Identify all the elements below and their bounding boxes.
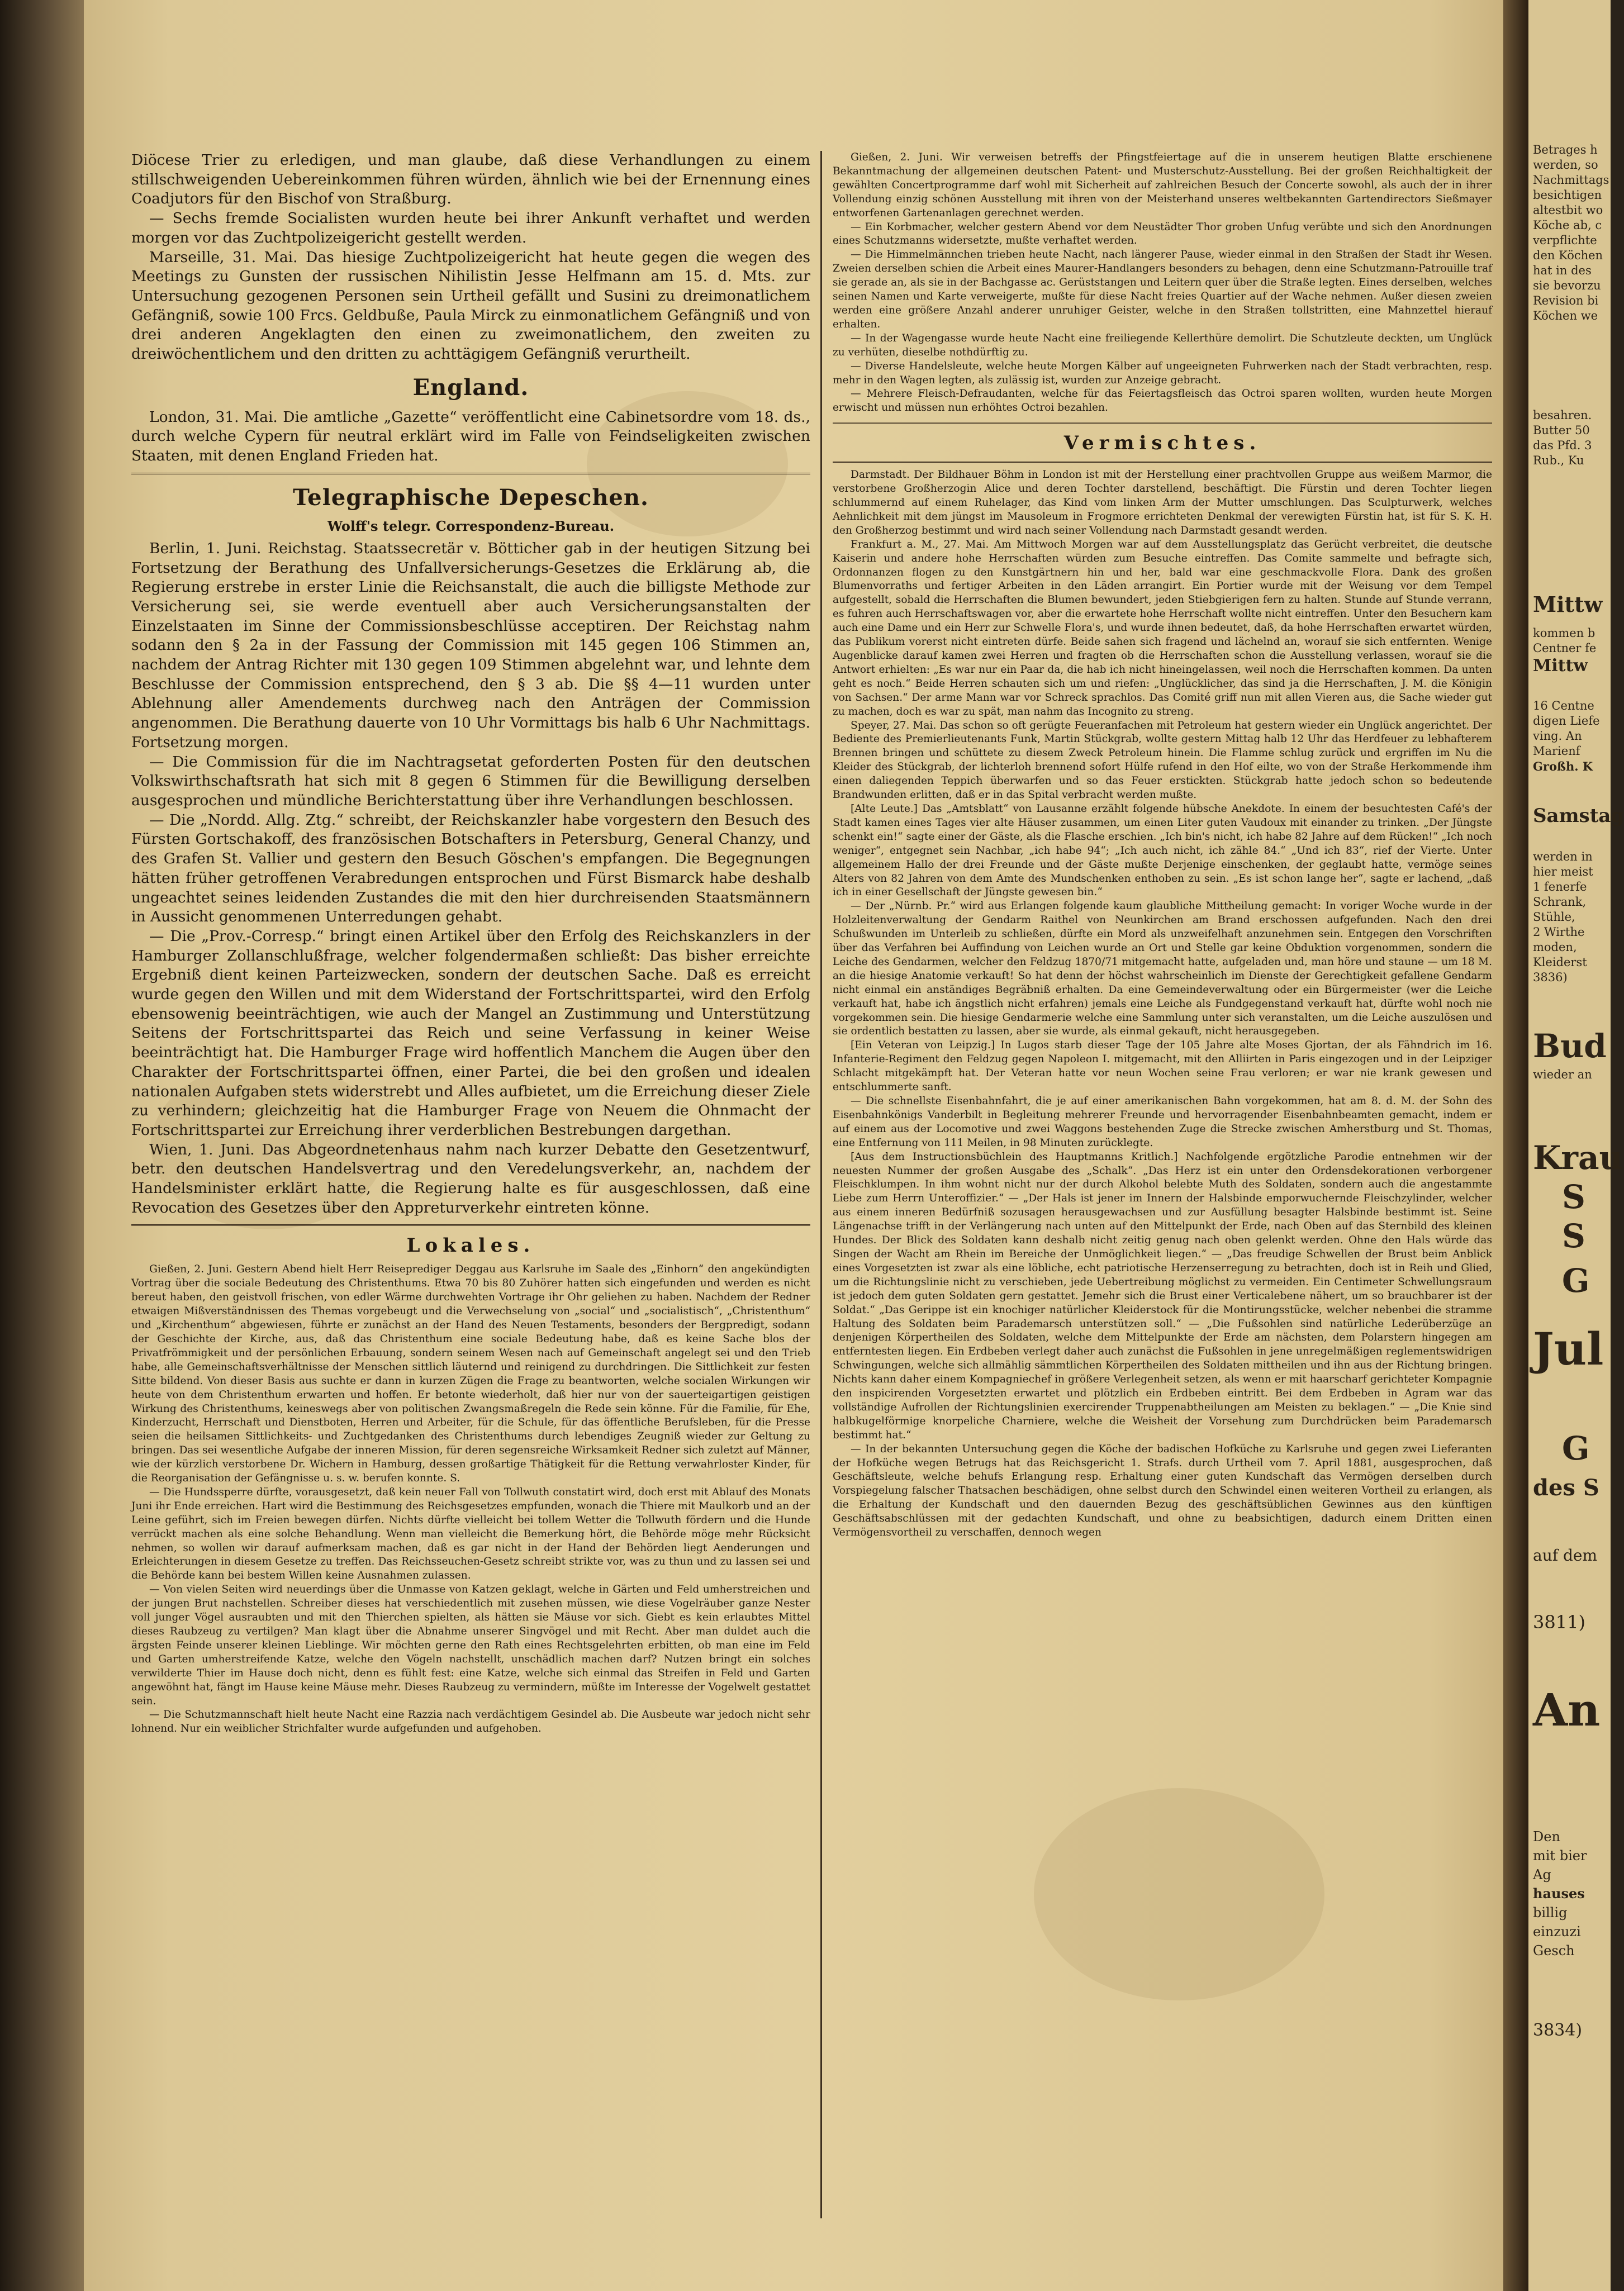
section-heading-lokales: Lokales.: [406, 1234, 535, 1257]
subheading-wolff: Wolff's telegr. Correspondenz-Bureau.: [327, 517, 615, 534]
article-dioecese: Diöcese Trier zu erledigen, und man glaube, daß diese Verhandlungen zu einem stillschweigenden Uebereinkommen führen würden, ähnlich wie bei der Ernennung eines Coadjutors für den Bischof von Straßburg.: [131, 151, 810, 208]
fragment-heading: Krau: [1533, 1139, 1623, 1177]
fragment-heading: Bud: [1533, 1027, 1607, 1065]
fragment-heading: G: [1562, 1429, 1590, 1467]
section-heading-england: England.: [412, 374, 529, 401]
article-korbmacher: — Ein Korbmacher, welcher gestern Abend vor dem Neustädter Thor groben Unfug verübte und sich den Anordnungen eines Schutzmanns widersetzte, mußte verhaftet werden.: [833, 221, 1492, 247]
article-wien: Wien, 1. Juni. Das Abgeordnetenhaus nahm nach kurzer Debatte den Gesetzentwurf, betr. den deutschen Handelsvertrag und den Veredelungsverkehr, an, nachdem der Handelsminister erklärt hatte, die Regierung halte es für ausgeschlossen, daß eine Revocation des Gesetzes über den Appreturverkehr eintreten könne.: [131, 1140, 810, 1216]
fragment-heading: S: [1562, 1178, 1585, 1216]
article-karlsruhe: — In der bekannten Untersuchung gegen die Köche der badischen Hofküche zu Karlsruhe und gegen zwei Lieferanten der Hofküche wegen Betrugs hat das Reichsgericht 1. Strafs. durch Urtheil vom 7. April 1881, ausgesprochen, daß Geschäftsleute, welche behufs Erlangung resp. Erhaltung einer guten Kundschaft das Vermögen derselben durch Vorspiegelung falscher Thatsachen beschädigen, ohne selbst durch den Schwindel einen weiteren Vortheil zu erlangen, als die Erhaltung der Kundschaft und den dauernden Bezug des geschäftsüblichen Gewinnes aus den künftigen Geschäftsabschlüssen mit der gedachten Kundschaft, und ohne zu beabsichtigen, dadurch einem Dritten einen Vermögensvortheil zu verschaffen, dennoch wegen: [833, 1443, 1492, 1539]
fragment-text: kommen b Centner fe Mittw: [1533, 626, 1597, 676]
right-column: [833, 151, 1492, 1540]
fragment-text: 3834): [1533, 2021, 1583, 2040]
book-binding: [0, 0, 84, 2291]
article-darmstadt: Darmstadt. Der Bildhauer Böhm in London ist mit der Herstellung einer prachtvollen Gruppe aus weißem Marmor, die verstorbene Großherzogin Alice und deren Tochter darstellend, beschäftigt. Die Fürstin und deren Tochter liegen schlummernd auf einem Ruhelager, das Kind vom linken Arm der Mutter umschlungen. Das Sculpturwerk, welches Aehnlichkeit mit dem jüngst im Mausoleum in Frogmore errichteten Denkmal der verewigten Fürstin hat, ist für S. K. H. den Großherzog bestimmt und wird nach seiner Vollendung nach Darmstadt gesandt werden.: [833, 469, 1492, 536]
fragment-heading: Mittw: [1533, 592, 1603, 617]
article-giessen-pfingsten: Gießen, 2. Juni. Wir verweisen betreffs der Pfingstfeiertage auf die in unserem heutigen Blatte erschienene Bekanntmachung der allgemeinen deutschen Patent- und Musterschutz-Ausstellung. Bei der großen Reichhaltigkeit der gewählten Concertprogramme darf wohl mit Sicherheit auf zahlreichen Besuch der Concerte sowohl, als auch der in ihrer Vollendung einzig schönen Ausstellung mit ihren von der Meisterhand unseres weltbekannten Gartendirectors Sießmayer entworfenen Gartenanlagen gerechnet werden.: [833, 151, 1492, 219]
fragment-text: besahren. Butter 50 das Pfd. 3 Rub., Ku: [1533, 408, 1592, 467]
article-berlin: Berlin, 1. Juni. Reichstag. Staatssecretär v. Bötticher gab in der heutigen Sitzung bei Fortsetzung der Berathung des Unfallversicherungs-Gesetzes die Erklärung ab, die Regierung erstrebe in erster Linie die Reichsanstalt, die auch die billigste Methode zur Versicherung sei, sie werde eventuell aber auch Versicherungsanstalten der Einzelstaaten im Sinne der Commissionsbeschlüsse acceptiren. Der Reichstag nahm sodann den § 2a in der Fassung der Commission mit 145 gegen 106 Stimmen an, nachdem der Antrag Richter mit 130 gegen 109 Stimmen abgelehnt war, und lehnte dem Beschlusse der Commission entsprechend, den § 3 ab. Die §§ 4—11 wurden unter Ablehnung aller Amendements durchweg nach den Anträgen der Commission angenommen. Die Berathung dauerte von 10 Uhr Vormittags bis halb 6 Uhr Nachmittags. Fortsetzung morgen.: [131, 539, 810, 751]
article-handelsleute: — Diverse Handelsleute, welche heute Morgen Kälber auf ungeeigneten Fuhrwerken nach der Stadt verbrachten, resp. mehr in den Wagen legten, als zulässig ist, wurden zur Anzeige gebracht.: [833, 360, 1492, 386]
page-gutter: [1503, 0, 1528, 2291]
next-page-fragment: [1528, 0, 1624, 2291]
fragment-text: 16 Centne digen Liefe ving. An Marienf Großh. K: [1533, 699, 1600, 773]
fragment-heading: G: [1562, 1262, 1590, 1300]
left-column: [131, 151, 810, 1736]
section-heading-telegraphic: Telegraphische Depeschen.: [293, 484, 649, 511]
fragment-heading: S: [1562, 1217, 1585, 1255]
article-veteran: [Ein Veteran von Leipzig.] In Lugos starb dieser Tage der 105 Jahre alte Moses Gjortan, der als Fähndrich im 16. Infanterie-Regiment den Feldzug gegen Napoleon I. mitgemacht, mit den Alliirten in Paris eingezogen und in der Leipziger Schlacht mitgekämpft hat. Der Veteran hatte vor neun Wochen seine Frau verloren; er war nie krank gewesen und entschlummerte sanft.: [833, 1039, 1492, 1094]
fragment-heading: Jul: [1533, 1323, 1604, 1375]
article-katzen: — Von vielen Seiten wird neuerdings über die Unmasse von Katzen geklagt, welche in Gärten und Feld umherstreichen und der jungen Brut nachstellen. Schreiber dieses hat verschiedentlich mit zusehen müssen, wie diese Vogelräuber ganze Nester voll junger Vögel ausraubten und mit den Thierchen spielten, als hätten sie Mäuse vor sich. Giebt es kein erlaubtes Mittel dieses Raubzeug zu vertilgen? Man klagt über die Abnahme unserer Singvögel und mit Recht. Aber man duldet auch die ärgsten Feinde unserer kleinen Lieblinge. Wir möchten gerne den Rath eines Rechtsgelehrten erbitten, ob man eine im Feld und Garten umherstreifende Katze, welche den Vögeln nachstellt, unschädlich machen darf? Nutzen bringt ein solches verwilderte Thier im Hause doch nicht, denn es fühlt fest: eine Katze, welche sich einmal das Streifen in Feld und Garten angewöhnt hat, fängt im Hause keine Mäuse mehr. Dieses Raubzeug zu vermindern, müßte im Interesse der Vogelwelt gestattet sein.: [131, 1584, 810, 1707]
divider: [833, 462, 1492, 463]
fragment-text: werden in hier meist 1 fenerfe Schrank, Stühle, 2 Wirthe moden, Kleiderst 3836): [1533, 850, 1593, 984]
article-speyer: Speyer, 27. Mai. Das schon so oft gerügte Feueranfachen mit Petroleum hat gestern wieder ein Unglück angerichtet. Der Bediente des Premierlieutenants Funk, Martin Stückgrab, wollte gestern Mittag halb 12 Uhr das Herdfeuer zu lebhafterem Brennen bringen und schüttete zu diesem Zweck Petroleum hinein. Die Flamme schlug zurück und ergriffen im Nu die Kleider des Stückgrab, der lichterloh brennend sofort Hülfe rufend in den Hof eilte, wo von der Straße Herkommende ihm einen daliegenden Teppich überwarfen und so das Feuer erstickten. Stückgrab hatte jedoch schon so bedeutende Brandwunden erlitten, daß er in das Spital verbracht werden mußte.: [833, 719, 1492, 801]
article-schutzmannschaft: — Die Schutzmannschaft hielt heute Nacht eine Razzia nach verdächtigem Gesindel ab. Die Ausbeute war jedoch nicht sehr lohnend. Nur ein weiblicher Strichfalter wurde aufgefunden und aufgehoben.: [131, 1709, 810, 1735]
fragment-heading: des S: [1533, 1475, 1599, 1501]
article-frankfurt: Frankfurt a. M., 27. Mai. Am Mittwoch Morgen war auf dem Ausstellungsplatz das Gerücht verbreitet, die deutsche Kaiserin und andere hohe Herrschaften würden zum Besuche eintreffen. Das Comite sammelte und befragte sich, Ordonnanzen flogen zu den Kunstgärtnern hin und her, bald war eine geschmackvolle Flora. Dank des großen Blumenvorraths und fertiger Arbeiten in den Läden arrangirt. Ein Portier wurde mit der Weisung vor dem Tempel aufgestellt, sobald die Herrschaften die Blumen bewundert, jeden Stiebgierigen fern zu halten. Stunde auf Stunde verrann, es fuhren auch Herrschaftswagen vor, aber die erwartete hohe Herrschaft wollte nicht eintreffen. Unter den Besuchern kam auch eine Dame und ein Herr zur Schwelle Flora's, und wurde ihnen bedeutet, daß, da hohe Herrschaften erwartet würden, das Publikum vorerst nicht eintreten dürfe. Beide sahen sich fragend und lächelnd an, worauf sie sich entfernten. Wenige Augenblicke darauf kamen zwei Herren und fragten ob die Herrschaften schon die Ausstellung verlassen, worauf sie die Antwort erhielten: „Es war nur ein Paar da, die hab ich nicht hineingelassen, weil noch die Herrschaften kommen. Da unten geht es noch.“ Beide Herren schauten sich um und riefen: „Unglücklicher, das sind ja die Herrschaften, J. M. die Königin von Sachsen.“ Der arme Mann war vor Schreck sprachlos. Das Comité griff nun mit allen Vieren aus, die Sache wieder gut zu machen, doch es war zu spät, man nahm das Incognito zu streng.: [833, 538, 1492, 717]
article-nordd: — Die „Nordd. Allg. Ztg.“ schreibt, der Reichskanzler habe vorgestern den Besuch des Fürsten Gortschakoff, des französischen Botschafters in Petersburg, General Chanzy, und des Grafen St. Vallier und gestern den Besuch Göschen's empfangen. Die Begegnungen hätten früher getroffenen Verabredungen entsprochen und Fürst Bismarck habe deshalb ungeachtet seines leidenden Zustandes die mit den hier durchreisenden Staatsmännern in Aussicht genommenen Unterredungen gehabt.: [131, 811, 810, 926]
fragment-text: Den mit bier Ag hauses billig einzuzi Gesch: [1533, 1829, 1587, 1959]
article-eisenbahn: — Die schnellste Eisenbahnfahrt, die je auf einer amerikanischen Bahn vorgekommen, hat am 8. d. M. der Sohn des Eisenbahnkönigs Vanderbilt in Begleitung mehrerer Freunde und hervorragender Eisenbahnbeamten gemacht, indem er auf einem aus der Locomotive und zwei Waggons bestehenden Zuge die Strecke zwischen Amherstburg und St. Thomas, eine Entfernung von 111 Meilen, in 98 Minuten zurücklegte.: [833, 1095, 1492, 1149]
article-nuernberg: — Der „Nürnb. Pr.“ wird aus Erlangen folgende kaum glaubliche Mittheilung gemacht: In voriger Woche wurde in der Holzleitenverwaltung der Gendarm Raithel von Neunkirchen am Brand erschossen aufgefunden. Nach den drei Schußwunden im Unterleib zu schließen, dürfte ein Mord als unzweifelhaft anzunehmen sein. Entgegen den Vorschriften über das Verfahren bei Auffindung von Leichen wurde an Ort und Stelle gar keine Obduktion vorgenommen, sondern die Leiche des Gendarmen, welcher den Feldzug 1870/71 mitgemacht hatte, aufgeladen und, man höre und staune — um 18 M. an die hiesige Anatomie verkauft! So hat denn der höchst wahrscheinlich im Dienste der Gerechtigkeit gefallene Gendarm nicht einmal ein anständiges Begräbniß erhalten. Da eine Gemeindeverwaltung oder ein Bürgermeister (wer die Leiche verkauft hat, habe ich ängstlich nicht erfahren) jemals eine Leiche als Fundgegenstand verkauft hat, dürfte wohl noch nie vorgekommen sein. Die hiesige Gendarmerie welche eine Sammlung unter sich veranstalten, um die Leiche auszulösen und sie ordentlich bestatten zu lassen, aber sie wurde, als einmal gekauft, nicht herausgegeben.: [833, 900, 1492, 1038]
fragment-text: wieder an: [1533, 1068, 1592, 1081]
article-socialisten: — Sechs fremde Socialisten wurden heute bei ihrer Ankunft verhaftet und werden morgen vor das Zuchtpolizeigericht gestellt werden.: [131, 210, 810, 246]
fragment-text: Betrages h werden, so Nachmittags besichtigen altestbit wo Köche ab, c verpflichte den Köchen hat in des sie bevorzu Revision bi Köchen we: [1533, 143, 1609, 322]
divider: [833, 422, 1492, 424]
article-london: London, 31. Mai. Die amtliche „Gazette“ veröffentlicht eine Cabinetsordre vom 18. ds., durch welche Cypern für neutral erklärt wird im Falle von Feindseligkeiten zwischen Staaten, mit denen England Frieden hat.: [131, 408, 810, 465]
article-wagengasse: — In der Wagengasse wurde heute Nacht eine freiliegende Kellerthüre demolirt. Die Schutzleute deckten, um Unglück zu verhüten, dieselbe nothdürftig zu.: [833, 332, 1492, 358]
divider: [131, 1224, 810, 1226]
article-hundesperre: — Die Hundssperre dürfte, vorausgesetzt, daß kein neuer Fall von Tollwuth constatirt wird, doch erst mit Ablauf des Monats Juni ihr Ende erreichen. Hart wird die Bestimmung des Reichsgesetzes empfunden, wonach die Thiere mit Maulkorb und an der Leine geführt, sich im Freien bewegen dürfen. Nichts dürfte vielleicht bei tollem Wetter die Tollwuth fördern und die Hunde verrückt machen als eine solche Behandlung. Wenn man vielleicht die Bemerkung hört, die Behörde möge mehr Rücksicht nehmen, so wollen wir darauf aufmerksam machen, daß es gar nicht in der Hand der Behörden liegt Aenderungen und Erleichterungen in diesem Gesetze zu treffen. Das Reichsseuchen-Gesetz schreibt strikte vor, was zu thun und zu lassen sei und die Behörde kann bei bestem Willen keine Ausnahmen zulassen.: [131, 1486, 810, 1582]
divider: [131, 473, 810, 474]
column-divider: [820, 151, 822, 2218]
article-commission: — Die Commission für die im Nachtragsetat geforderten Posten für den deutschen Volkswirthschaftsrath hat sich mit 8 gegen 6 Stimmen für die Bewilligung derselben ausgesprochen und mündliche Berichterstattung über ihre Verhandlungen beschlossen.: [131, 753, 810, 809]
article-giessen-vortrag: Gießen, 2. Juni. Gestern Abend hielt Herr Reiseprediger Deggau aus Karlsruhe im Saale des „Einhorn“ den angekündigten Vortrag über die sociale Bedeutung des Christenthums. Etwa 70 bis 80 Zuhörer hatten sich eingefunden und werden es nicht bereut haben, den geistvoll frischen, von edler Wärme durchwehten Vortrage ihr Ohr geliehen zu haben. Nachdem der Redner etwaigen Mißverständnissen des Themas vorgebeugt und die Verwechselung von „social“ und „socialistisch“, „Christenthum“ und „Kirchenthum“ abgewiesen, führte er zunächst an der Hand des Neuen Testaments, besonders der Bergpredigt, sodann der Geschichte der Kirche, aus, daß das Christenthum eine sociale Bedeutung habe, daß es keine Sache blos der Privatfrömmigkeit und der persönlichen Erbauung, sondern seinem Wesen nach auf Gemeinschaft angelegt sei und den Trieb habe, alle Gemeinschaftsverhältnisse der Menschen sittlich läuternd und reinigend zu durchdringen. Die Sittlichkeit zur festen Sitte bildend. Von dieser Basis aus suchte er dann in kurzen Zügen die Frage zu beantworten, welche socialen Wirkungen wir heute von dem Christenthum erwarten und hoffen. Er betonte wiederholt, daß hier nur von der sauerteigartigen geistigen Wirkung des Christenthums, keineswegs aber von politischen Zwangsmaßregeln die Rede sein könne. Für die Familie, für Ehe, Kinderzucht, Herrschaft und Dienstboten, Herren und Arbeiter, für die Schule, für das öffentliche Berufsleben, für die Presse seien die heilsamen Sittlichkeits- und Zuchtgedanken des Christenthums durch lebendiges Zeugniß wieder zur Geltung zu bringen. Das sei wesentliche Aufgabe der inneren Mission, für deren segensreiche Wirksamkeit Redner sich zuletzt auf Männer, wie der kürzlich verstorbene Dr. Wichern in Hamburg, dessen großartige Thätigkeit für die Rettung verwahrloster Kinder, für die Reorganisation der Gefängnisse u. s. w. berufen konnte. S.: [131, 1263, 810, 1485]
article-marseille: Marseille, 31. Mai. Das hiesige Zuchtpolizeigericht hat heute gegen die wegen des Meetings zu Gunsten der russischen Nihilistin Jesse Helfmann am 15. d. Mts. zur Untersuchung gezogenen Personen sein Urtheil gefällt und Susini zu dreimonatlichem Gefängniß, sowie 100 Frcs. Geldbuße, Paula Mirck zu einmonatlichem Gefängniß und von drei anderen Angeklagten den einen zu zweimonatlichem, den zweiten zu dreiwöchentlichem und den dritten zu achttägigem Gefängniß verurtheilt.: [131, 248, 810, 363]
fragment-text: 3811): [1533, 1612, 1585, 1633]
fragment-heading: An: [1533, 1684, 1601, 1736]
fragment-text: auf dem: [1533, 1546, 1598, 1565]
fragment-heading: Samstag: [1533, 805, 1624, 827]
article-alte-leute: [Alte Leute.] Das „Amtsblatt“ von Lausanne erzählt folgende hübsche Anekdote. In einem der besuchtesten Café's der Stadt kamen eines Tages vier alte Häuser zusammen, um einen Liter guten Vaudoux mit einander zu trinken. „Der Jüngste schenkt ein!“ sagte einer der Gäste, als die Flasche erschien. „Ich bin's nicht, ich habe 82 Jahre auf dem Rücken!“ „Ich noch weniger“, entgegnet sein Nachbar, „ich habe 94“; „Ich auch nicht, ich zähle 84.“ „Und ich 83“, rief der Vierte. Unter allgemeinem Hallo der drei Freunde und der Gäste mußte Derjenige einschenken, der geglaubt hatte, vermöge seines Alters von 82 Jahren von dem Amte des Mundschenken enthoben zu sein. „Es ist schon lange her“, sagte er lachend, „daß ich in einer Gesellschaft der Jüngste gewesen bin.“: [833, 802, 1492, 899]
article-himmelmaennchen: — Die Himmelmännchen trieben heute Nacht, nach längerer Pause, wieder einmal in den Straßen der Stadt ihr Wesen. Zweien derselben schien die Arbeit eines Maurer-Handlangers besonders zu behagen, denn eine Schutzmann-Patrouille traf sie gerade an, als sie in der Bachgasse ac. Gerüststangen und Leitern quer über die Straße legten. Eines derselben, welches seinen Namen und Karte verweigerte, mußte für diese Nacht freies Quartier auf der Wache nehmen. Außer diesen zweien werden eine größere Anzahl anderer unruhiger Geister, welche in den Straßen tollstritten, eine Mahnzettel hierauf erhalten.: [833, 249, 1492, 330]
article-kritlich: [Aus dem Instructionsbüchlein des Hauptmanns Kritlich.] Nachfolgende ergötzliche Parodie entnehmen wir der neuesten Nummer der großen Ausgabe des „Schalk“. „Das Herz ist ein unter den Ordensdekorationen verborgener Fleischklumpen. In ihm wohnt nicht nur der durch Alkohol belebte Muth des Soldaten, sondern auch die angestammte Liebe zum Herrn Unteroffizier.“ — „Der Hals ist jener im Innern der Halsbinde emporwuchernde Fleischzylinder, welcher aus einem inneren Bedürfniß sozusagen herausgewachsen und zur Ausfüllung besagter Halsbinde bestimmt ist. Seine Längenachse trifft in der Verlängerung nach unten auf den Mittelpunkt der Erde, nach Oben auf das Sternbild des kleinen Hundes. Der Blick des Soldaten kann deshalb nicht zeitig genug nach oben gelenkt werden. Ohne den Hals würde das Singen der Wacht am Rhein im Bereiche der Unmöglichkeit liegen.“ — „Das freudige Schwellen der Brust beim Anblick eines Vorgesetzten ist zwar als eine löbliche, echt patriotische Herzenserregung zu betrachten, doch ist in Reih und Glied, um die Richtungslinie nicht zu verschieben, jede Uebertreibung möglichst zu vermeiden. Ein Centimeter Schwellungsraum ist jedoch dem guten Soldaten gern gestattet. Jemehr sich die Brust einer Verticalebene nähert, um so brauchbarer ist der Soldat.“ „Das Gerippe ist ein knochiger natürlicher Kleiderstock für die Montirungsstücke, welcher nebenbei die stramme Haltung des Soldaten beim Parademarsch unterstützen soll.“ — „Die Fußsohlen sind natürliche Lederüberzüge an denjenigen Körpertheilen des Soldaten, welche dem Mittelpunkte der Erde am nächsten, dem Polarstern hingegen am entferntesten liegen. Ein Erdbeben verlegt daher auch zunächst die Fußsohlen in jene unregelmäßigen reglementswidrigen Schwingungen, welche sich allmählig sämmtlichen Körpertheilen des Soldaten mittheilen und ihn aus der Richtung bringen. Nichts kann daher einem Kompagniechef in größere Verlegenheit setzen, als wenn er mit haarscharf gerichteter Kompagnie den inspicirenden Vorgesetzten erwartet und plötzlich ein Erdbeben eintritt. Bei dem Erdbeben in Agram war das vollständige Aufrollen der Richtungslinien exercirender Truppenabtheilungen am Meisten zu beklagen.“ — „Die Knie sind halbkugelförmige knorpeliche Charniere, welche die Weisheit der Vorsehung zum Durchdrücken beim Parademarsch bestimmt hat.“: [833, 1151, 1492, 1441]
article-provcorr: — Die „Prov.-Corresp.“ bringt einen Artikel über den Erfolg des Reichskanzlers in der Hamburger Zollanschlußfrage, welcher folgendermaßen schließt: Das bisher erreichte Ergebniß dient keinen Parteizwecken, sondern der deutschen Sache. Daß es erreicht wurde gegen den Willen und mit dem Widerstand der Fortschrittspartei, wird den Erfolg ebensowenig beeinträchtigen, wie auch der Mangel an Zustimmung und Unterstützung Seitens der Fortschrittspartei das Reich und seine Verfassung in keiner Weise beeinträchtigt hat. Die Hamburger Frage wird hoffentlich Manchem die Augen über den Charakter der Fortschrittspartei öffnen, einer Partei, die bei den großen und idealen nationalen Aufgaben stets widerstrebt und Alles aufbietet, um die Erreichung dieser Ziele zu verhindern; gleichzeitig hat die Hamburger Frage von Neuem die Ohnmacht der Fortschrittspartei zur Erreichung ihrer verderblichen Bestrebungen dargethan.: [131, 927, 810, 1139]
article-fleisch: — Mehrere Fleisch-Defraudanten, welche für das Feiertagsfleisch das Octroi sparen wollten, wurden heute Morgen erwischt und müssen nun erhöhtes Octroi bezahlen.: [833, 388, 1492, 414]
section-heading-vermischtes: Vermischtes.: [1063, 432, 1261, 455]
